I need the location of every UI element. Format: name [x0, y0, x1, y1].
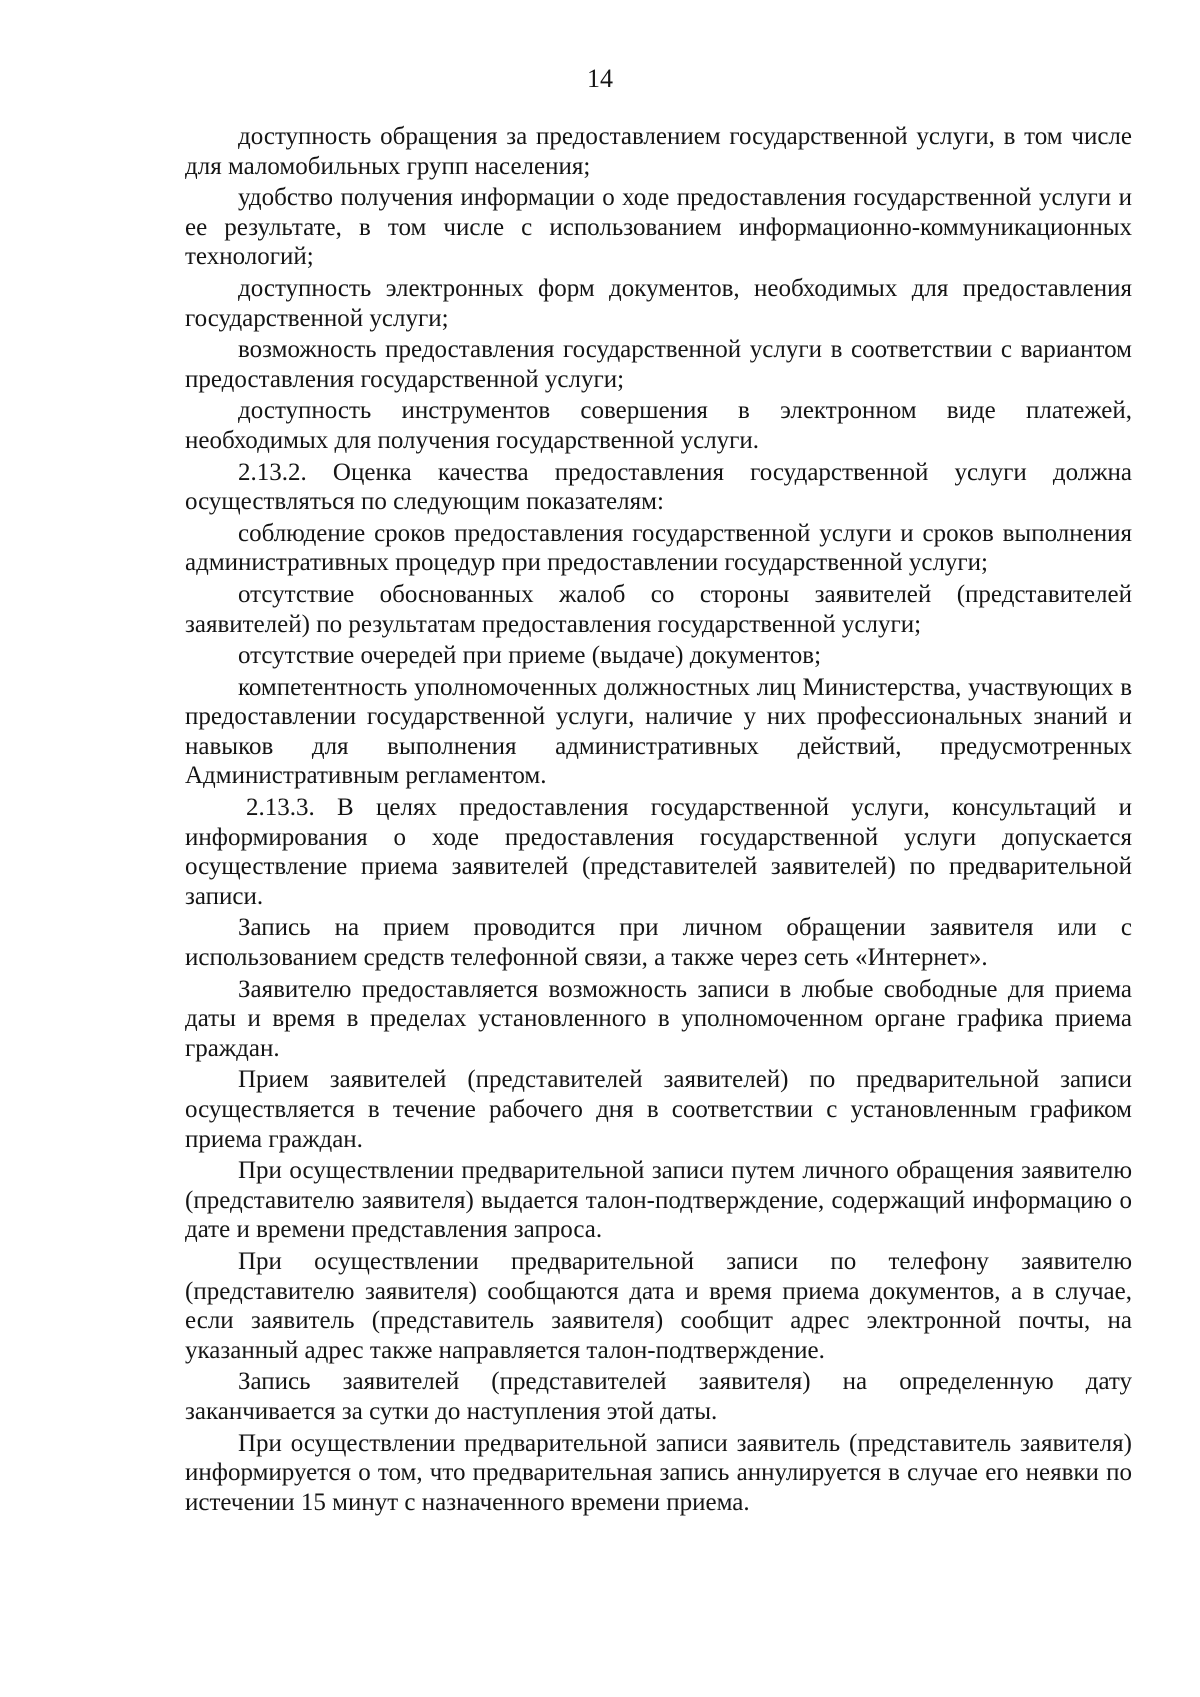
paragraph-electronic-payments: доступность инструментов совершения в электронном виде платежей, необходимых для получения государственной услуги. [185, 397, 1132, 454]
paragraph-cancellation-notice: При осуществлении предварительной записи заявитель (представитель заявителя) информируется о том, что предварительная запись аннулируется в случае его неявки по истечении 15 минут с назначенного времени приема. [185, 1429, 1132, 1516]
page-number: 14 [587, 64, 613, 93]
paragraph-service-variant: возможность предоставления государственной услуги в соответствии с вариантом предоставления государственной услуги; [185, 336, 1132, 393]
paragraph-free-slots: Заявителю предоставляется возможность записи в любые свободные для приема даты и время в пределах установленного в уполномоченном органе графика приема граждан. [185, 975, 1132, 1062]
paragraph-section-2-13-3: 2.13.3. В целях предоставления государственной услуги, консультаций и информирования о ходе предоставления государственной услуги допускается осуществление приема заявителей (представителей заявителей) по предварительной записи. [185, 794, 1132, 910]
paragraph-phone-confirmation: При осуществлении предварительной записи по телефону заявителю (представителю заявителя) сообщаются дата и время приема документов, а в случае, если заявитель (представитель заявителя) сообщит адрес электронной почты, на указанный адрес также направляется талон-подтверждение. [185, 1247, 1132, 1364]
paragraph-no-complaints: отсутствие обоснованных жалоб со стороны заявителей (представителей заявителей) по результатам предоставления государственной услуги; [185, 580, 1132, 638]
document-body [185, 122, 1132, 1519]
paragraph-no-queues: отсутствие очередей при приеме (выдаче) документов; [238, 642, 822, 670]
paragraph-official-competence: компетентность уполномоченных должностных лиц Министерства, участвующих в предоставлении государственной услуги, наличие у них профессиональных знаний и навыков для выполнения административных действий, предусмотренных Административным регламентом. [185, 673, 1132, 790]
paragraph-accessibility-of-request: доступность обращения за предоставлением государственной услуги, в том числе для маломобильных групп населения; [185, 123, 1132, 180]
paragraph-section-2-13-2: 2.13.2. Оценка качества предоставления государственной услуги должна осуществляться по следующим показателям: [185, 458, 1132, 516]
paragraph-progress-information: удобство получения информации о ходе предоставления государственной услуги и ее результате, в том числе с использованием информационно-коммуникационных технологий; [185, 184, 1132, 271]
paragraph-appointment-cutoff: Запись заявителей (представителей заявителя) на определенную дату заканчивается за сутки до наступления этой даты. [185, 1368, 1132, 1425]
paragraph-reception-schedule: Прием заявителей (представителей заявителей) по предварительной записи осуществляется в течение рабочего дня в соответствии с установленным графиком приема граждан. [185, 1066, 1132, 1153]
paragraph-deadline-compliance: соблюдение сроков предоставления государственной услуги и сроков выполнения административных процедур при предоставлении государственной услуги; [185, 519, 1132, 577]
paragraph-electronic-forms: доступность электронных форм документов, необходимых для предоставления государственной услуги; [185, 274, 1132, 332]
paragraph-personal-confirmation: При осуществлении предварительной записи путем личного обращения заявителю (представителю заявителя) выдается талон-подтверждение, содержащий информацию о дате и времени представления запроса. [185, 1157, 1132, 1244]
paragraph-appointment-methods: Запись на прием проводится при личном обращении заявителя или с использованием средств телефонной связи, а также через сеть «Интернет». [185, 914, 1132, 972]
